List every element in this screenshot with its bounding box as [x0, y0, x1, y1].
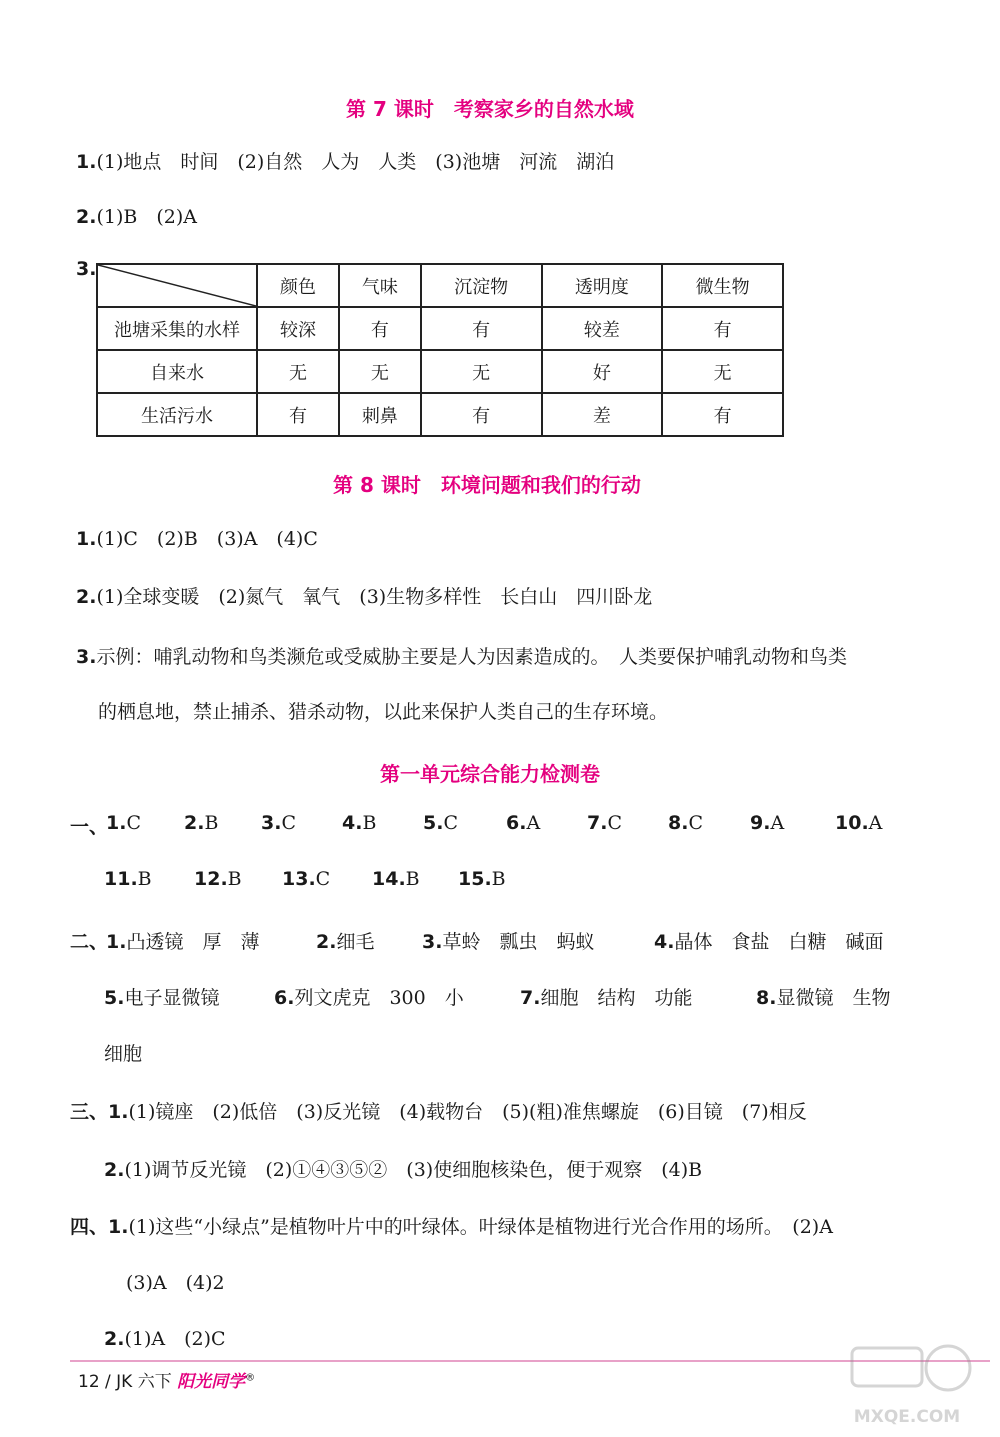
- footer: [78, 1367, 255, 1392]
- table-header-cell: 微生物: [662, 264, 783, 307]
- answer-item: [756, 983, 890, 1010]
- lesson8-title: 第 8 课时 环境问题和我们的行动: [333, 473, 641, 497]
- row-label: 池塘采集的水样: [97, 307, 257, 350]
- q-number: 1.: [106, 812, 127, 834]
- section-prefix: 二、: [70, 931, 109, 953]
- sec3-q2: [104, 1155, 702, 1182]
- table-header-cell: 沉淀物: [421, 264, 542, 307]
- sec4-q1-cont: (3)A (4)2: [126, 1272, 225, 1294]
- sec2-line1: [70, 927, 884, 954]
- q-number: 2.: [76, 586, 97, 608]
- q-number: 4.: [654, 931, 675, 953]
- q-number: 6.: [506, 812, 527, 834]
- answer-text: A: [868, 812, 883, 834]
- table-cell: 差: [542, 393, 663, 436]
- watermark-text: MXQE.COM: [853, 1407, 961, 1427]
- lesson7-title: 第 7 课时 考察家乡的自然水域: [346, 97, 634, 121]
- answer-text: (1)B (2)A: [96, 206, 197, 228]
- table-cell: 有: [421, 393, 542, 436]
- q-number: 5.: [423, 812, 444, 834]
- answer-text: 示例：哺乳动物和鸟类濒危或受威胁主要是人为因素造成的。 人类要保护哺乳动物和鸟类: [96, 646, 847, 668]
- table-cell: 无: [421, 350, 542, 393]
- q-number: 7.: [520, 987, 541, 1009]
- answer-item: [587, 812, 622, 834]
- table-cell: 有: [662, 393, 783, 436]
- q-number: 12.: [194, 868, 228, 890]
- answer-item: [104, 868, 152, 890]
- page-number: 12 / JK 六下: [78, 1372, 172, 1392]
- q-number: 1.: [106, 931, 127, 953]
- answer-text: 电子显微镜: [124, 987, 220, 1009]
- table-cell: 无: [257, 350, 339, 393]
- q-number: 2.: [76, 206, 97, 228]
- q-number: 13.: [282, 868, 316, 890]
- table-header-cell: 透明度: [542, 264, 663, 307]
- q-number: 1.: [108, 1101, 129, 1123]
- answer-item: [422, 927, 594, 954]
- sec3-q1: [70, 1097, 807, 1124]
- q-number: 3.: [76, 646, 97, 668]
- answer-text: (1)镜座 (2)低倍 (3)反光镜 (4)载物台 (5)(粗)准焦螺旋 (6)目镜 (7)相反: [128, 1101, 807, 1123]
- answer-text: 晶体 食盐 白糖 碱面: [674, 931, 884, 953]
- answer-text: C: [607, 812, 622, 834]
- q-number: 11.: [104, 868, 138, 890]
- table-row: [97, 350, 783, 393]
- answer-text: C: [443, 812, 458, 834]
- registered-mark: ®: [245, 1372, 256, 1384]
- lesson8-q2: [76, 582, 652, 609]
- q-number: 3.: [422, 931, 443, 953]
- answer-text: (1)全球变暖 (2)氮气 氧气 (3)生物多样性 长白山 四川卧龙: [96, 586, 653, 608]
- answer-text: 细毛: [336, 931, 375, 953]
- answer-item: [184, 812, 218, 834]
- table-cell: 较差: [542, 307, 663, 350]
- table-cell: 刺鼻: [339, 393, 421, 436]
- sec4-q2: [104, 1324, 226, 1351]
- q-number: 3.: [76, 258, 97, 280]
- table-cell: 有: [339, 307, 421, 350]
- answer-text: B: [362, 812, 377, 834]
- answer-item: [458, 868, 506, 890]
- answer-text: (1)地点 时间 (2)自然 人为 人类 (3)池塘 河流 湖泊: [96, 151, 615, 173]
- q-number: 1.: [76, 151, 97, 173]
- sec1-line1: [70, 812, 883, 839]
- section-prefix: 一、: [70, 816, 109, 838]
- answer-text: B: [204, 812, 219, 834]
- lesson7-q1: [76, 147, 614, 174]
- table-cell: 无: [662, 350, 783, 393]
- answer-text: 草蛉 瓢虫 蚂蚁: [442, 931, 595, 953]
- answer-item: [261, 812, 296, 834]
- q-number: 1.: [76, 528, 97, 550]
- answer-text: 显微镜 生物: [776, 987, 891, 1009]
- table-cell: 较深: [257, 307, 339, 350]
- answer-text: A: [526, 812, 541, 834]
- table-header-cell: 颜色: [257, 264, 339, 307]
- lesson7-q2: [76, 202, 197, 229]
- answer-item: [835, 812, 882, 834]
- q-number: 4.: [342, 812, 363, 834]
- table-cell: 有: [257, 393, 339, 436]
- q-number: 3.: [261, 812, 282, 834]
- lesson8-q3: [76, 642, 847, 669]
- answer-text: (1)A (2)C: [124, 1328, 226, 1350]
- answer-text: B: [227, 868, 242, 890]
- answer-item: [668, 812, 703, 834]
- answer-text: (1)这些“小绿点”是植物叶片中的叶绿体。叶绿体是植物进行光合作用的场所。 (2)A: [128, 1216, 833, 1238]
- q-number: 10.: [835, 812, 869, 834]
- q-number: 2.: [184, 812, 205, 834]
- answer-item: [372, 868, 420, 890]
- answer-text: 凸透镜 厚 薄: [126, 931, 260, 953]
- answer-text: A: [770, 812, 785, 834]
- answer-item: [520, 983, 692, 1010]
- q-number: 1.: [108, 1216, 129, 1238]
- table-header-row: [97, 264, 783, 307]
- table-cell: 有: [421, 307, 542, 350]
- sec2-line3: 细胞: [104, 1043, 143, 1065]
- answer-text: 列文虎克 300 小: [294, 987, 464, 1009]
- answer-item: [104, 983, 219, 1010]
- brand-logo: 阳光同学: [177, 1372, 246, 1392]
- q-number: 14.: [372, 868, 406, 890]
- answer-text: B: [405, 868, 420, 890]
- q-number: 7.: [587, 812, 608, 834]
- answer-text: C: [126, 812, 141, 834]
- table-cell: 好: [542, 350, 663, 393]
- answer-item: [106, 812, 141, 834]
- answer-item: [274, 983, 464, 1010]
- lesson8-q1: [76, 524, 318, 551]
- table-cell: 无: [339, 350, 421, 393]
- answer-item: [654, 927, 883, 954]
- table-cell: 有: [662, 307, 783, 350]
- table-row: [97, 393, 783, 436]
- q-number: 2.: [104, 1159, 125, 1181]
- lesson7-q3-number: [76, 258, 96, 280]
- section-prefix: 四、: [70, 1216, 109, 1238]
- q-number: 2.: [316, 931, 337, 953]
- watermark-logo: [832, 1330, 982, 1430]
- table-row: [97, 307, 783, 350]
- answer-item: [316, 927, 374, 954]
- answer-text: (1)C (2)B (3)A (4)C: [96, 528, 318, 550]
- answer-item: [194, 868, 242, 890]
- table-header-cell: 气味: [339, 264, 421, 307]
- answer-item: [282, 868, 330, 890]
- answer-text: B: [491, 868, 506, 890]
- sec4-q1: [70, 1212, 833, 1239]
- q-number: 5.: [104, 987, 125, 1009]
- q-number: 9.: [750, 812, 771, 834]
- answer-item: [750, 812, 784, 834]
- q-number: 15.: [458, 868, 492, 890]
- answer-text: C: [688, 812, 703, 834]
- answer-item: [506, 812, 540, 834]
- answer-text: C: [315, 868, 331, 890]
- q-number: 8.: [756, 987, 777, 1009]
- answer-text: B: [137, 868, 152, 890]
- water-sample-table: [96, 263, 784, 437]
- diagonal-header-cell: [97, 264, 257, 307]
- answer-item: [106, 927, 259, 954]
- q-number: 6.: [274, 987, 295, 1009]
- q-number: 2.: [104, 1328, 125, 1350]
- lesson8-q3-cont: 的栖息地，禁止捕杀、猎杀动物，以此来保护人类自己的生存环境。: [98, 701, 669, 723]
- section-prefix: 三、: [70, 1101, 109, 1123]
- row-label: 自来水: [97, 350, 257, 393]
- q-number: 8.: [668, 812, 689, 834]
- row-label: 生活污水: [97, 393, 257, 436]
- answer-text: 细胞 结构 功能: [540, 987, 693, 1009]
- unit1-title: 第一单元综合能力检测卷: [380, 762, 600, 786]
- answer-item: [342, 812, 376, 834]
- answer-text: C: [281, 812, 296, 834]
- answer-text: (1)调节反光镜 (2)①④③⑤② (3)使细胞核染色，便于观察 (4)B: [124, 1159, 703, 1181]
- answer-item: [423, 812, 458, 834]
